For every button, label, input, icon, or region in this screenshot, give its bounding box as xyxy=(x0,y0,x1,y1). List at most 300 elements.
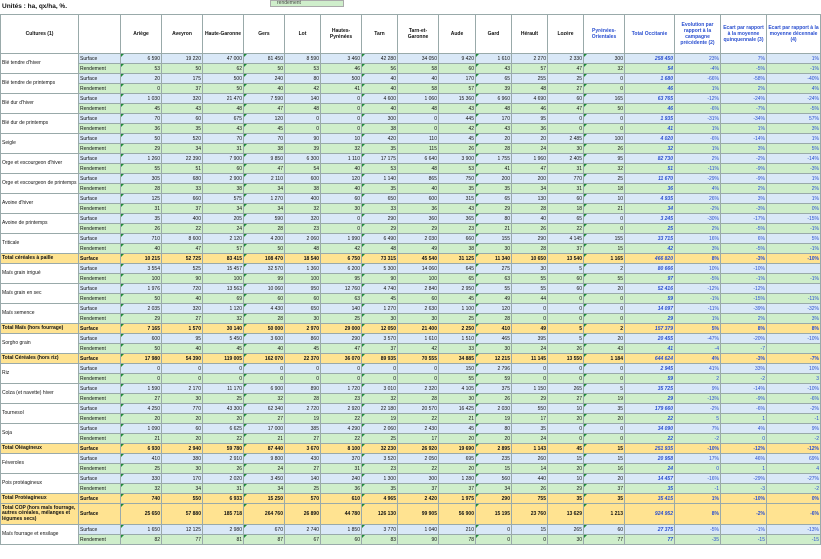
value-cell: -2% xyxy=(675,204,721,214)
value-cell: 22 xyxy=(398,464,439,474)
value-cell: 0 xyxy=(512,535,548,545)
table-row xyxy=(1,424,821,434)
value-cell: 45 xyxy=(244,124,285,134)
value-cell: 21 470 xyxy=(203,94,244,104)
value-cell: 12 760 xyxy=(321,284,362,294)
value-cell: -2 xyxy=(767,484,821,494)
value-cell: 60 xyxy=(548,284,584,294)
value-cell: 37 xyxy=(362,344,398,354)
value-cell: 11 145 xyxy=(512,354,548,364)
value-cell: 10 215 xyxy=(121,254,162,264)
value-cell: 5 xyxy=(548,264,584,274)
value-cell: 375 xyxy=(476,384,512,394)
value-cell: 53 xyxy=(439,164,476,174)
value-cell: 70 xyxy=(121,114,162,124)
value-cell: 2 170 xyxy=(162,384,203,394)
value-cell: 34 050 xyxy=(398,54,439,64)
value-cell: 1 030 xyxy=(121,94,162,104)
value-cell: 17% xyxy=(675,454,721,464)
value-cell: 28 xyxy=(476,314,512,324)
value-cell: 25 xyxy=(203,394,244,404)
value-cell: 30 xyxy=(548,535,584,545)
value-cell: 13 563 xyxy=(203,284,244,294)
value-cell: 29 xyxy=(121,144,162,154)
value-cell: 410 xyxy=(121,454,162,464)
value-cell: 43 xyxy=(203,124,244,134)
value-cell: 28 xyxy=(244,224,285,234)
value-cell: 41% xyxy=(675,364,721,374)
value-cell: 645 xyxy=(439,264,476,274)
value-cell: 49 xyxy=(476,294,512,304)
value-cell: 35 xyxy=(584,404,625,414)
value-cell: 410 xyxy=(476,324,512,334)
value-cell: 20 xyxy=(476,134,512,144)
value-cell: 31 xyxy=(321,464,362,474)
value-cell: 0 xyxy=(548,124,584,134)
measure-label: Rendement xyxy=(79,224,121,234)
header-cell: Lozère xyxy=(548,15,584,54)
value-cell: 34 xyxy=(162,484,203,494)
value-cell: -3% xyxy=(767,164,821,174)
value-cell: 59 780 xyxy=(203,444,244,454)
value-cell: 660 xyxy=(439,234,476,244)
value-cell: 90 xyxy=(362,274,398,284)
value-cell: 57% xyxy=(767,114,821,124)
value-cell: 33 xyxy=(162,184,203,194)
value-cell: 320 xyxy=(162,94,203,104)
value-cell: 54 xyxy=(285,164,321,174)
value-cell: 2 120 xyxy=(203,234,244,244)
value-cell: 1% xyxy=(721,124,767,134)
value-cell xyxy=(767,344,821,354)
value-cell: 0 xyxy=(512,374,548,384)
value-cell: 5% xyxy=(675,324,721,334)
value-cell: 10% xyxy=(675,264,721,274)
value-cell: 30 140 xyxy=(203,324,244,334)
value-cell: 3 450 xyxy=(244,474,285,484)
value-cell: 20 xyxy=(439,434,476,444)
value-cell: 365 xyxy=(439,214,476,224)
value-cell: 10% xyxy=(767,364,821,374)
value-cell: 4% xyxy=(721,424,767,434)
value-cell: 1 150 xyxy=(512,384,548,394)
value-cell: 34 xyxy=(203,204,244,214)
value-cell: 24 xyxy=(203,224,244,234)
value-cell: 5% xyxy=(767,234,821,244)
value-cell: 140 xyxy=(321,304,362,314)
value-cell: 3 460 xyxy=(321,54,362,64)
value-cell: 60 xyxy=(162,114,203,124)
value-cell: 115 xyxy=(398,144,439,154)
value-cell: -1% xyxy=(721,525,767,535)
value-cell: 9 850 xyxy=(244,154,285,164)
value-cell: 1% xyxy=(675,494,721,504)
value-cell: 3% xyxy=(675,244,721,254)
value-cell: 1% xyxy=(767,174,821,184)
value-cell: 0 xyxy=(548,424,584,434)
value-cell: 1 680 xyxy=(625,74,675,84)
value-cell: 0 xyxy=(548,304,584,314)
value-cell: 28 xyxy=(398,394,439,404)
value-cell: 6 300 xyxy=(285,154,321,164)
value-cell: -12% xyxy=(675,284,721,294)
value-cell: 13 629 xyxy=(548,504,584,525)
value-cell: 30 xyxy=(362,314,398,324)
value-cell: -2% xyxy=(721,154,767,164)
table-row xyxy=(1,204,821,214)
value-cell: 5 xyxy=(548,334,584,344)
value-cell: 35 725 xyxy=(625,384,675,394)
value-cell: 0 xyxy=(584,224,625,234)
value-cell: -5% xyxy=(721,64,767,74)
header-cell: Ecart par rapport à la moyenne décennale (4) xyxy=(767,15,821,54)
crop-table xyxy=(0,14,821,545)
value-cell: 0 xyxy=(476,535,512,545)
crop-name: Maïs grain irrigué xyxy=(1,264,79,284)
measure-label: Rendement xyxy=(79,204,121,214)
measure-label: Surface xyxy=(79,194,121,204)
value-cell: 47 xyxy=(548,104,584,114)
value-cell: 0 xyxy=(321,104,362,114)
table-row xyxy=(1,304,821,314)
value-cell: -66% xyxy=(675,74,721,84)
crop-name: Maïs grain en sec xyxy=(1,284,79,304)
table-row xyxy=(1,314,821,324)
value-cell: -3% xyxy=(721,254,767,264)
value-cell: -24% xyxy=(721,94,767,104)
measure-label: Rendement xyxy=(79,104,121,114)
value-cell: 20 xyxy=(548,464,584,474)
value-cell: 30 xyxy=(398,314,439,324)
header-cell: Lot xyxy=(285,15,321,54)
header-cell: Ariège xyxy=(121,15,162,54)
value-cell: 32 xyxy=(285,204,321,214)
value-cell: 20 xyxy=(476,434,512,444)
value-cell: 6 933 xyxy=(203,494,244,504)
value-cell: 0 xyxy=(512,364,548,374)
value-cell: 10 650 xyxy=(512,254,548,264)
table-row xyxy=(1,504,821,525)
value-cell: 740 xyxy=(121,494,162,504)
table-row xyxy=(1,284,821,294)
value-cell: 37 xyxy=(398,484,439,494)
table-row xyxy=(1,404,821,414)
value-cell: -10% xyxy=(767,334,821,344)
measure-label: Rendement xyxy=(79,484,121,494)
value-cell: 46% xyxy=(721,454,767,464)
header-cell: Aude xyxy=(439,15,476,54)
value-cell: 2 720 xyxy=(285,404,321,414)
value-cell: 45 xyxy=(362,294,398,304)
value-cell: 59 xyxy=(625,374,675,384)
value-cell: 200 xyxy=(512,174,548,184)
value-cell: -15% xyxy=(767,214,821,224)
value-cell: 29 000 xyxy=(321,324,362,334)
value-cell: 11 670 xyxy=(625,174,675,184)
measure-label: Surface xyxy=(79,94,121,104)
value-cell: 73 315 xyxy=(362,254,398,264)
header-cell: Gers xyxy=(244,15,285,54)
value-cell: 33 xyxy=(362,204,398,214)
value-cell: -1 xyxy=(675,484,721,494)
value-cell: 1 110 xyxy=(321,154,362,164)
value-cell: 2 740 xyxy=(285,525,321,535)
value-cell: 80 xyxy=(285,74,321,84)
value-cell: 35 xyxy=(476,184,512,194)
value-cell: 300 xyxy=(584,54,625,64)
value-cell: 20 xyxy=(162,414,203,424)
value-cell: 27 xyxy=(548,394,584,404)
value-cell: 1 650 xyxy=(121,525,162,535)
value-cell: -5% xyxy=(675,274,721,284)
value-cell: 2 035 xyxy=(121,304,162,314)
value-cell: 29 xyxy=(398,224,439,234)
value-cell: 40 xyxy=(321,184,362,194)
value-cell: 30 xyxy=(476,344,512,354)
value-cell: 22 xyxy=(548,224,584,234)
value-cell: 2% xyxy=(767,184,821,194)
measure-label: Rendement xyxy=(79,184,121,194)
value-cell: 27 xyxy=(244,414,285,424)
value-cell: 560 xyxy=(476,474,512,484)
table-row xyxy=(1,354,821,364)
value-cell: 26 xyxy=(203,464,244,474)
value-cell: 57 xyxy=(512,64,548,74)
value-cell: 2% xyxy=(675,154,721,164)
value-cell: 2 110 xyxy=(244,174,285,184)
value-cell: 525 xyxy=(162,264,203,274)
value-cell: 37 xyxy=(548,244,584,254)
value-cell: 47 000 xyxy=(203,54,244,64)
value-cell: 2% xyxy=(721,184,767,194)
value-cell: 0 xyxy=(321,214,362,224)
value-cell: 19 xyxy=(362,414,398,424)
value-cell: 10 xyxy=(548,404,584,414)
value-cell: 15 195 xyxy=(476,504,512,525)
value-cell: 1 976 xyxy=(121,284,162,294)
value-cell: 2% xyxy=(721,314,767,324)
value-cell: 22 370 xyxy=(285,354,321,364)
value-cell: 54 xyxy=(625,64,675,74)
value-cell: 16 xyxy=(584,464,625,474)
value-cell: 65 xyxy=(476,194,512,204)
value-cell: 6 640 xyxy=(398,154,439,164)
header-row xyxy=(1,15,821,54)
value-cell: 80 xyxy=(476,424,512,434)
value-cell: 18 540 xyxy=(285,254,321,264)
value-cell: 360 xyxy=(398,214,439,224)
value-cell: 48 xyxy=(398,104,439,114)
value-cell: 150 xyxy=(439,364,476,374)
value-cell: 0 xyxy=(321,124,362,134)
value-cell: 2 895 xyxy=(476,444,512,454)
value-cell: 185 718 xyxy=(203,504,244,525)
value-cell: 0 xyxy=(584,434,625,444)
value-cell: 3% xyxy=(767,314,821,324)
value-cell: 860 xyxy=(285,334,321,344)
value-cell: 80 666 xyxy=(625,264,675,274)
value-cell: 610 xyxy=(321,494,362,504)
table-row xyxy=(1,324,821,334)
value-cell: 650 xyxy=(285,304,321,314)
value-cell: 108 470 xyxy=(244,254,285,264)
value-cell: 6 625 xyxy=(203,424,244,434)
value-cell: 430 xyxy=(285,454,321,464)
value-cell: 3 670 xyxy=(285,444,321,454)
value-cell: 385 xyxy=(285,424,321,434)
value-cell: 57 xyxy=(203,244,244,254)
value-cell: 770 xyxy=(548,174,584,184)
value-cell: 26% xyxy=(675,194,721,204)
value-cell: 170 xyxy=(439,74,476,84)
value-cell: -32% xyxy=(767,304,821,314)
measure-label: Surface xyxy=(79,254,121,264)
value-cell: 1% xyxy=(767,54,821,64)
value-cell: 17 980 xyxy=(121,354,162,364)
value-cell: 8 600 xyxy=(162,234,203,244)
value-cell: -6% xyxy=(767,504,821,525)
value-cell: -3% xyxy=(721,354,767,364)
value-cell: 1 040 xyxy=(398,525,439,535)
value-cell: 48 xyxy=(285,244,321,254)
value-cell: 70 xyxy=(244,134,285,144)
value-cell: 600 xyxy=(121,334,162,344)
table-row xyxy=(1,344,821,354)
value-cell: 15 xyxy=(512,525,548,535)
value-cell: 43 xyxy=(439,204,476,214)
value-cell: 48 xyxy=(476,104,512,114)
value-cell: 755 xyxy=(512,494,548,504)
value-cell: 16% xyxy=(675,234,721,244)
value-cell: 550 xyxy=(512,404,548,414)
value-cell: 130 xyxy=(512,194,548,204)
value-cell: 0 xyxy=(162,364,203,374)
value-cell: 25 xyxy=(625,224,675,234)
value-cell: -35 xyxy=(675,535,721,545)
value-cell: 63 xyxy=(321,294,362,304)
value-cell: 110 xyxy=(398,134,439,144)
value-cell: 440 xyxy=(512,474,548,484)
value-cell: 4 690 xyxy=(512,94,548,104)
table-row xyxy=(1,274,821,284)
value-cell: 52 416 xyxy=(625,284,675,294)
value-cell: 1 140 xyxy=(362,174,398,184)
table-row xyxy=(1,334,821,344)
value-cell: 25 xyxy=(584,174,625,184)
value-cell: 0 xyxy=(548,294,584,304)
value-cell: 5 450 xyxy=(203,334,244,344)
crop-name: Total COP (hors maïs fourrage, autres céréales, mélanges et légumes secs) xyxy=(1,504,79,525)
value-cell: 3% xyxy=(767,124,821,134)
value-cell: 26 xyxy=(512,224,548,234)
value-cell: 38 xyxy=(285,184,321,194)
value-cell: 31 xyxy=(548,184,584,194)
value-cell: 7 590 xyxy=(244,94,285,104)
value-cell: 2 330 xyxy=(548,54,584,64)
value-cell: 14 097 xyxy=(625,304,675,314)
value-cell: 0 xyxy=(721,434,767,444)
value-cell: 17 000 xyxy=(244,424,285,434)
value-cell: 50 xyxy=(121,294,162,304)
value-cell: 500 xyxy=(321,74,362,84)
value-cell: 330 xyxy=(121,474,162,484)
value-cell: 0 xyxy=(203,374,244,384)
value-cell: 35 xyxy=(439,184,476,194)
value-cell: 99 xyxy=(244,274,285,284)
value-cell: 6% xyxy=(721,234,767,244)
value-cell: -27% xyxy=(767,474,821,484)
value-cell: 23% xyxy=(675,54,721,64)
value-cell: 1 280 xyxy=(439,474,476,484)
measure-label: Rendement xyxy=(79,64,121,74)
value-cell: 2 060 xyxy=(285,234,321,244)
value-cell: 29 xyxy=(121,314,162,324)
value-cell: -7 xyxy=(721,344,767,354)
header-cell: Ecart par rapport à la moyenne quinquennale (3) xyxy=(721,15,767,54)
value-cell: 22 xyxy=(625,414,675,424)
value-cell: 45 xyxy=(121,104,162,114)
value-cell: 57 880 xyxy=(162,504,203,525)
value-cell: 28 xyxy=(121,184,162,194)
value-cell: 0 xyxy=(584,74,625,84)
value-cell: 200 xyxy=(476,174,512,184)
table-row xyxy=(1,244,821,254)
value-cell: 465 xyxy=(476,334,512,344)
value-cell: -10% xyxy=(767,254,821,264)
value-cell: 20 xyxy=(512,134,548,144)
value-cell: 30 xyxy=(162,464,203,474)
value-cell: 400 xyxy=(162,214,203,224)
value-cell: 0 xyxy=(285,124,321,134)
value-cell: 27 375 xyxy=(625,525,675,535)
value-cell: 4 965 xyxy=(362,494,398,504)
crop-name: Maïs fourrage et ensilage xyxy=(1,525,79,545)
value-cell: 290 xyxy=(362,214,398,224)
value-cell: 41 xyxy=(625,124,675,134)
value-cell: 25 xyxy=(548,74,584,84)
value-cell: 1 270 xyxy=(362,304,398,314)
value-cell: 5 xyxy=(584,384,625,394)
value-cell: 32 xyxy=(584,164,625,174)
value-cell: 0 xyxy=(162,374,203,384)
value-cell: 2 020 xyxy=(203,474,244,484)
value-cell: 47 xyxy=(244,104,285,114)
measure-label: Surface xyxy=(79,404,121,414)
value-cell: 0 xyxy=(244,364,285,374)
value-cell: 32 xyxy=(362,394,398,404)
value-cell: 20 xyxy=(121,74,162,84)
value-cell: 2 940 xyxy=(162,444,203,454)
crop-name: Avoine d'hiver xyxy=(1,194,79,214)
value-cell: 9 800 xyxy=(244,454,285,464)
value-cell: 320 xyxy=(162,304,203,314)
value-cell: -6% xyxy=(675,134,721,144)
value-cell: 0 xyxy=(584,214,625,224)
value-cell: 49 xyxy=(512,324,548,334)
value-cell: 35 xyxy=(362,144,398,154)
value-cell: 2% xyxy=(675,224,721,234)
value-cell: 24 xyxy=(512,344,548,354)
value-cell: -9% xyxy=(721,174,767,184)
value-cell: 87 440 xyxy=(244,444,285,454)
value-cell: 20 xyxy=(584,334,625,344)
value-cell: 10 xyxy=(548,474,584,484)
crop-name: Seigle xyxy=(1,134,79,154)
value-cell: 48 xyxy=(285,104,321,114)
table-row xyxy=(1,384,821,394)
value-cell: 1 143 xyxy=(512,444,548,454)
value-cell: -29% xyxy=(721,474,767,484)
